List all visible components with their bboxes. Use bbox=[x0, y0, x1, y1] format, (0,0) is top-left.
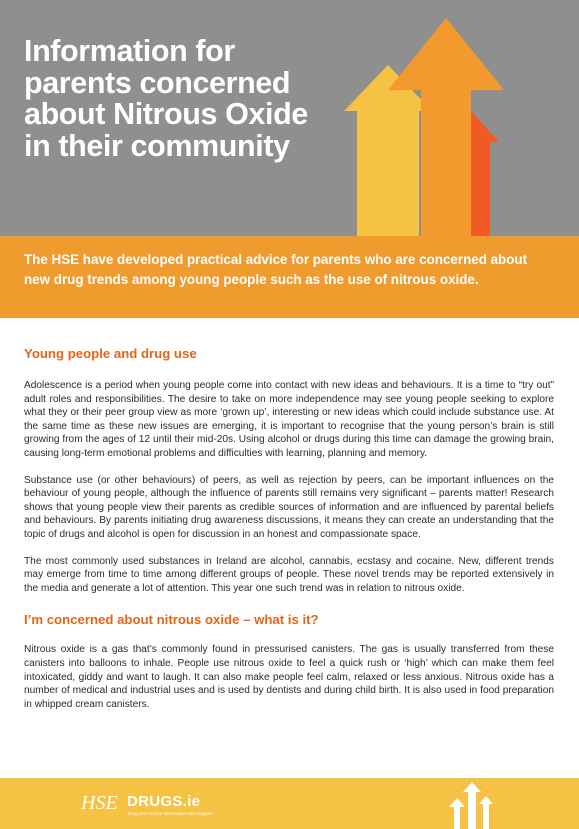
intro-banner bbox=[0, 236, 579, 318]
drugs-ie-logo: DRUGS.ie bbox=[127, 793, 201, 810]
paragraph: Nitrous oxide is a gas that’s commonly found in pressurised canisters. The gas is usually transferred from these canisters into balloons to inhale. People use nitrous oxide to feel a quick rush or ‘high’ which can make them feel intoxicated, giddy and want to laugh. It can also make people feel calm, relaxed or less anxious. Nitrous oxide has a number of medical and industrial uses and is used by dentists and during child birth. It is also used in food preparation in whipped cream canisters. bbox=[24, 644, 554, 710]
up-arrow-yellow-icon bbox=[344, 65, 432, 236]
hero-header bbox=[0, 0, 579, 236]
section-heading-nitrous-oxide: I’m concerned about nitrous oxide – what is it? bbox=[24, 612, 319, 628]
main-content bbox=[24, 346, 554, 711]
paragraph: Substance use (or other behaviours) of peers, as well as rejection by peers, can be important influences on the behaviour of young people, although the influence of parents still remains very significant – parents matter! Research shows that young people view their parents as credible sources of information and are influenced by parental beliefs and behaviours. By parents initiating drug awareness discussions, it means they can create an understanding that the topic of drugs and alcohol is open for discussion in an honest and compassionate space. bbox=[24, 474, 554, 540]
footer-arrows-icon bbox=[446, 778, 496, 829]
hse-logo-icon: HSE bbox=[81, 792, 118, 814]
drugs-ie-tagline: Drug and Alcohol Information and Support bbox=[128, 811, 212, 816]
section-heading-young-people: Young people and drug use bbox=[24, 346, 197, 361]
paragraph: Adolescence is a period when young people come into contact with new ideas and behaviours. It is a time to “try out” adult roles and responsibilities. The desire to take on more independence may see young people seeking to explore what they or their peer group view as more ‘grown up’, interesting or new ideas which could include substance use. At the same time as these new issues are emerging, it is important to recognise that the young person’s brain is still growing from the ages of 12 until their mid-20s. Using alcohol or drugs during this time can damage the growing brain, causing long-term emotional problems and difficulties with learning, planning and memory. bbox=[24, 380, 554, 459]
paragraph: The most commonly used substances in Ireland are alcohol, cannabis, ecstasy and cocaine. New, different trends may emerge from time to time among different groups of people. These novel trends may be reported extensively in the media and generate a lot of attention. This year one such trend was in relation to nitrous oxide. bbox=[24, 555, 554, 594]
intro-text: The HSE have developed practical advice for parents who are concerned about new drug trends among young people such as the use of nitrous oxide. bbox=[24, 252, 528, 287]
page-title: Information for parents concerned about Nitrous Oxide in their community bbox=[24, 34, 308, 163]
footer bbox=[0, 778, 579, 829]
